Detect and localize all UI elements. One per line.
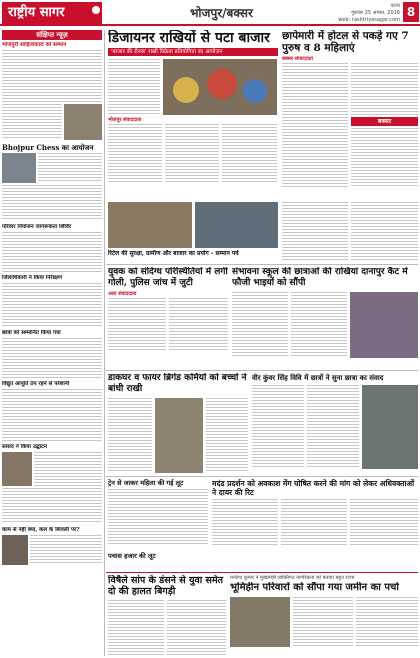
brief-headline: सांसद ने किया उद्घाटन	[2, 444, 47, 450]
school-rakhi-headline: संभावना स्कूल की छात्राओं की राखियां दानापुर कैंट में फौजी भाइयों को सौंपी	[232, 267, 408, 288]
school-rakhi-body	[291, 292, 347, 358]
column-divider	[104, 30, 105, 656]
brief-body	[34, 452, 102, 486]
train-story	[108, 479, 208, 549]
lead-story	[108, 30, 278, 200]
snakebite-headline: विषैले सांप के डंसने से युवा समेत दो की हालत बिगड़ी	[108, 575, 224, 597]
train-headline: ट्रेन से जाकर महिला की गई लूट	[108, 479, 184, 487]
school-rakhi-photo	[350, 292, 418, 358]
train-body	[108, 489, 208, 545]
brief-body	[2, 232, 102, 272]
brief-photo	[64, 104, 102, 140]
section-divider	[106, 370, 418, 371]
loot-story	[108, 552, 208, 570]
advocates-body	[350, 499, 418, 547]
lead-body	[222, 124, 277, 184]
brief-headline: विद्युत आपूर्ति ठप रहने से परेशानी	[2, 381, 70, 387]
land-papers-headline: भूमिहीन परिवारों को सौंपा गया जमीन का पर्चा	[230, 582, 399, 593]
brief-body	[2, 389, 102, 441]
lead-body	[108, 59, 160, 115]
brief-body	[2, 488, 102, 524]
raid-headline: छापेमारी में होटल से पकड़े गए 7 पुरुष व 8 महिलाएं	[282, 30, 409, 54]
postoffice-story	[108, 373, 248, 473]
raid-body	[282, 63, 348, 187]
loot-headline: पचास हजार की लूट	[108, 552, 156, 560]
brief-body	[30, 535, 102, 565]
land-papers-body	[356, 597, 418, 647]
masthead	[0, 0, 420, 26]
postoffice-body	[108, 398, 152, 473]
location-badge: बक्सर	[351, 117, 418, 126]
snakebite-body	[167, 600, 226, 656]
brief-photo	[2, 535, 28, 565]
university-body	[252, 385, 304, 469]
byline: भोजपुर संवाददाता	[108, 117, 142, 123]
brief-body	[2, 338, 102, 378]
lead-headline: डिजायनर राखियों से पटा बाजार	[108, 30, 270, 46]
shooting-story	[108, 267, 228, 367]
rally-subhead: रिटेल की सुरक्षा, ग्रामीण और बाजार का प्रयोग - सम्मान पर्व	[108, 250, 239, 257]
advocates-headline: मदंड प्रदर्शन को अवकाश मेंग घोषित करने की मांग को लेकर अधिवक्ताओं ने दायर की रिट	[212, 479, 415, 497]
brief-body	[38, 153, 102, 183]
school-rakhi-story	[232, 267, 418, 367]
raid-body	[282, 202, 348, 260]
briefs-column	[2, 30, 102, 656]
rally-photo	[108, 202, 192, 248]
briefs-section-title: संक्षिप्त न्यूज़	[2, 30, 102, 40]
newspaper-brand: राष्ट्रीय सागर	[2, 2, 102, 24]
brief-body	[2, 283, 102, 327]
land-papers-subhead: मनोरथ कुमार ने मुख्यमंत्री व्यक्तिगत नागरिकता को बताया बहुत राज्य	[230, 575, 355, 581]
lead-photo	[163, 59, 277, 115]
brief-headline: छात्रों को सम्मानित किया गया	[2, 330, 61, 336]
lead-kicker: 'बाजार की रौनक' राखी विक्रेता प्रतियोगिता का आयोजन	[108, 48, 278, 56]
land-papers-story	[230, 575, 418, 657]
dateline-date: गुरुवार 25 अगस्त, 2016	[351, 10, 400, 16]
byline: आरा संवाददाता	[108, 291, 137, 297]
university-photo	[362, 385, 418, 469]
snakebite-story	[108, 575, 226, 657]
university-body	[307, 385, 359, 469]
brief-photo	[2, 153, 36, 183]
university-story	[252, 373, 418, 473]
school-rakhi-body	[232, 292, 288, 358]
raid-body	[351, 202, 418, 260]
dateline	[330, 3, 400, 24]
brief-headline: Bhojpur Chess का आयोजन	[2, 143, 94, 152]
brief-body	[2, 104, 62, 140]
section-divider	[106, 476, 418, 477]
lead-body	[165, 124, 219, 184]
shooting-body	[169, 298, 228, 352]
postoffice-body	[206, 398, 248, 473]
brief-photo	[2, 452, 32, 486]
brand-logo-icon	[92, 6, 100, 14]
brief-headline: परिवार नियोजन जागरूकता शिविर	[2, 224, 72, 230]
rakhi-decoration	[173, 77, 199, 103]
advocates-body	[281, 499, 347, 547]
raid-story	[282, 30, 418, 200]
rally-story	[108, 202, 278, 262]
shooting-body	[108, 298, 166, 352]
brief-headline: भोजपुरी साहित्यकारों को सम्मान	[2, 42, 67, 48]
page-number: 8	[403, 2, 419, 22]
postoffice-photo	[155, 398, 203, 473]
snakebite-body	[108, 600, 164, 656]
land-papers-body	[293, 597, 353, 647]
rakhi-decoration	[243, 79, 267, 103]
edition-title: भोजपुर/बक्सर	[190, 6, 253, 20]
section-divider	[106, 264, 418, 265]
byline: बक्सर संवाददाता	[282, 56, 313, 62]
dateline-web: web: rashtriyasagar.com	[338, 17, 400, 23]
advocates-story	[212, 479, 418, 549]
shooting-headline: युवक को संदिग्ध परिस्थितियों में लगी गोली, पुलिस जांच में जुटी	[108, 267, 228, 288]
land-papers-photo	[230, 597, 290, 647]
raid-body	[351, 63, 418, 115]
rakhi-decoration	[207, 69, 237, 99]
lead-body	[108, 124, 162, 184]
raid-body	[351, 128, 418, 188]
postoffice-headline: डाकघर व फायर ब्रिगेड कर्मियों को बच्चों ने बांधी राखी	[108, 373, 247, 394]
section-divider	[106, 572, 418, 573]
advocates-body	[212, 499, 278, 547]
brief-headline: काम से नहीं क्या, कल के बिजली पर?	[2, 527, 80, 533]
brief-body	[2, 185, 102, 221]
university-headline: वीर कुंवर सिंह विवि में छात्रों ने सुना छात्रा का संवाद	[252, 373, 384, 382]
rally-photo	[195, 202, 278, 248]
brief-body	[2, 50, 102, 102]
raid-continued	[282, 202, 418, 262]
dateline-city: पटना	[390, 3, 400, 9]
brief-headline: जिलाधिकारी ने किया निरीक्षण	[2, 275, 62, 281]
